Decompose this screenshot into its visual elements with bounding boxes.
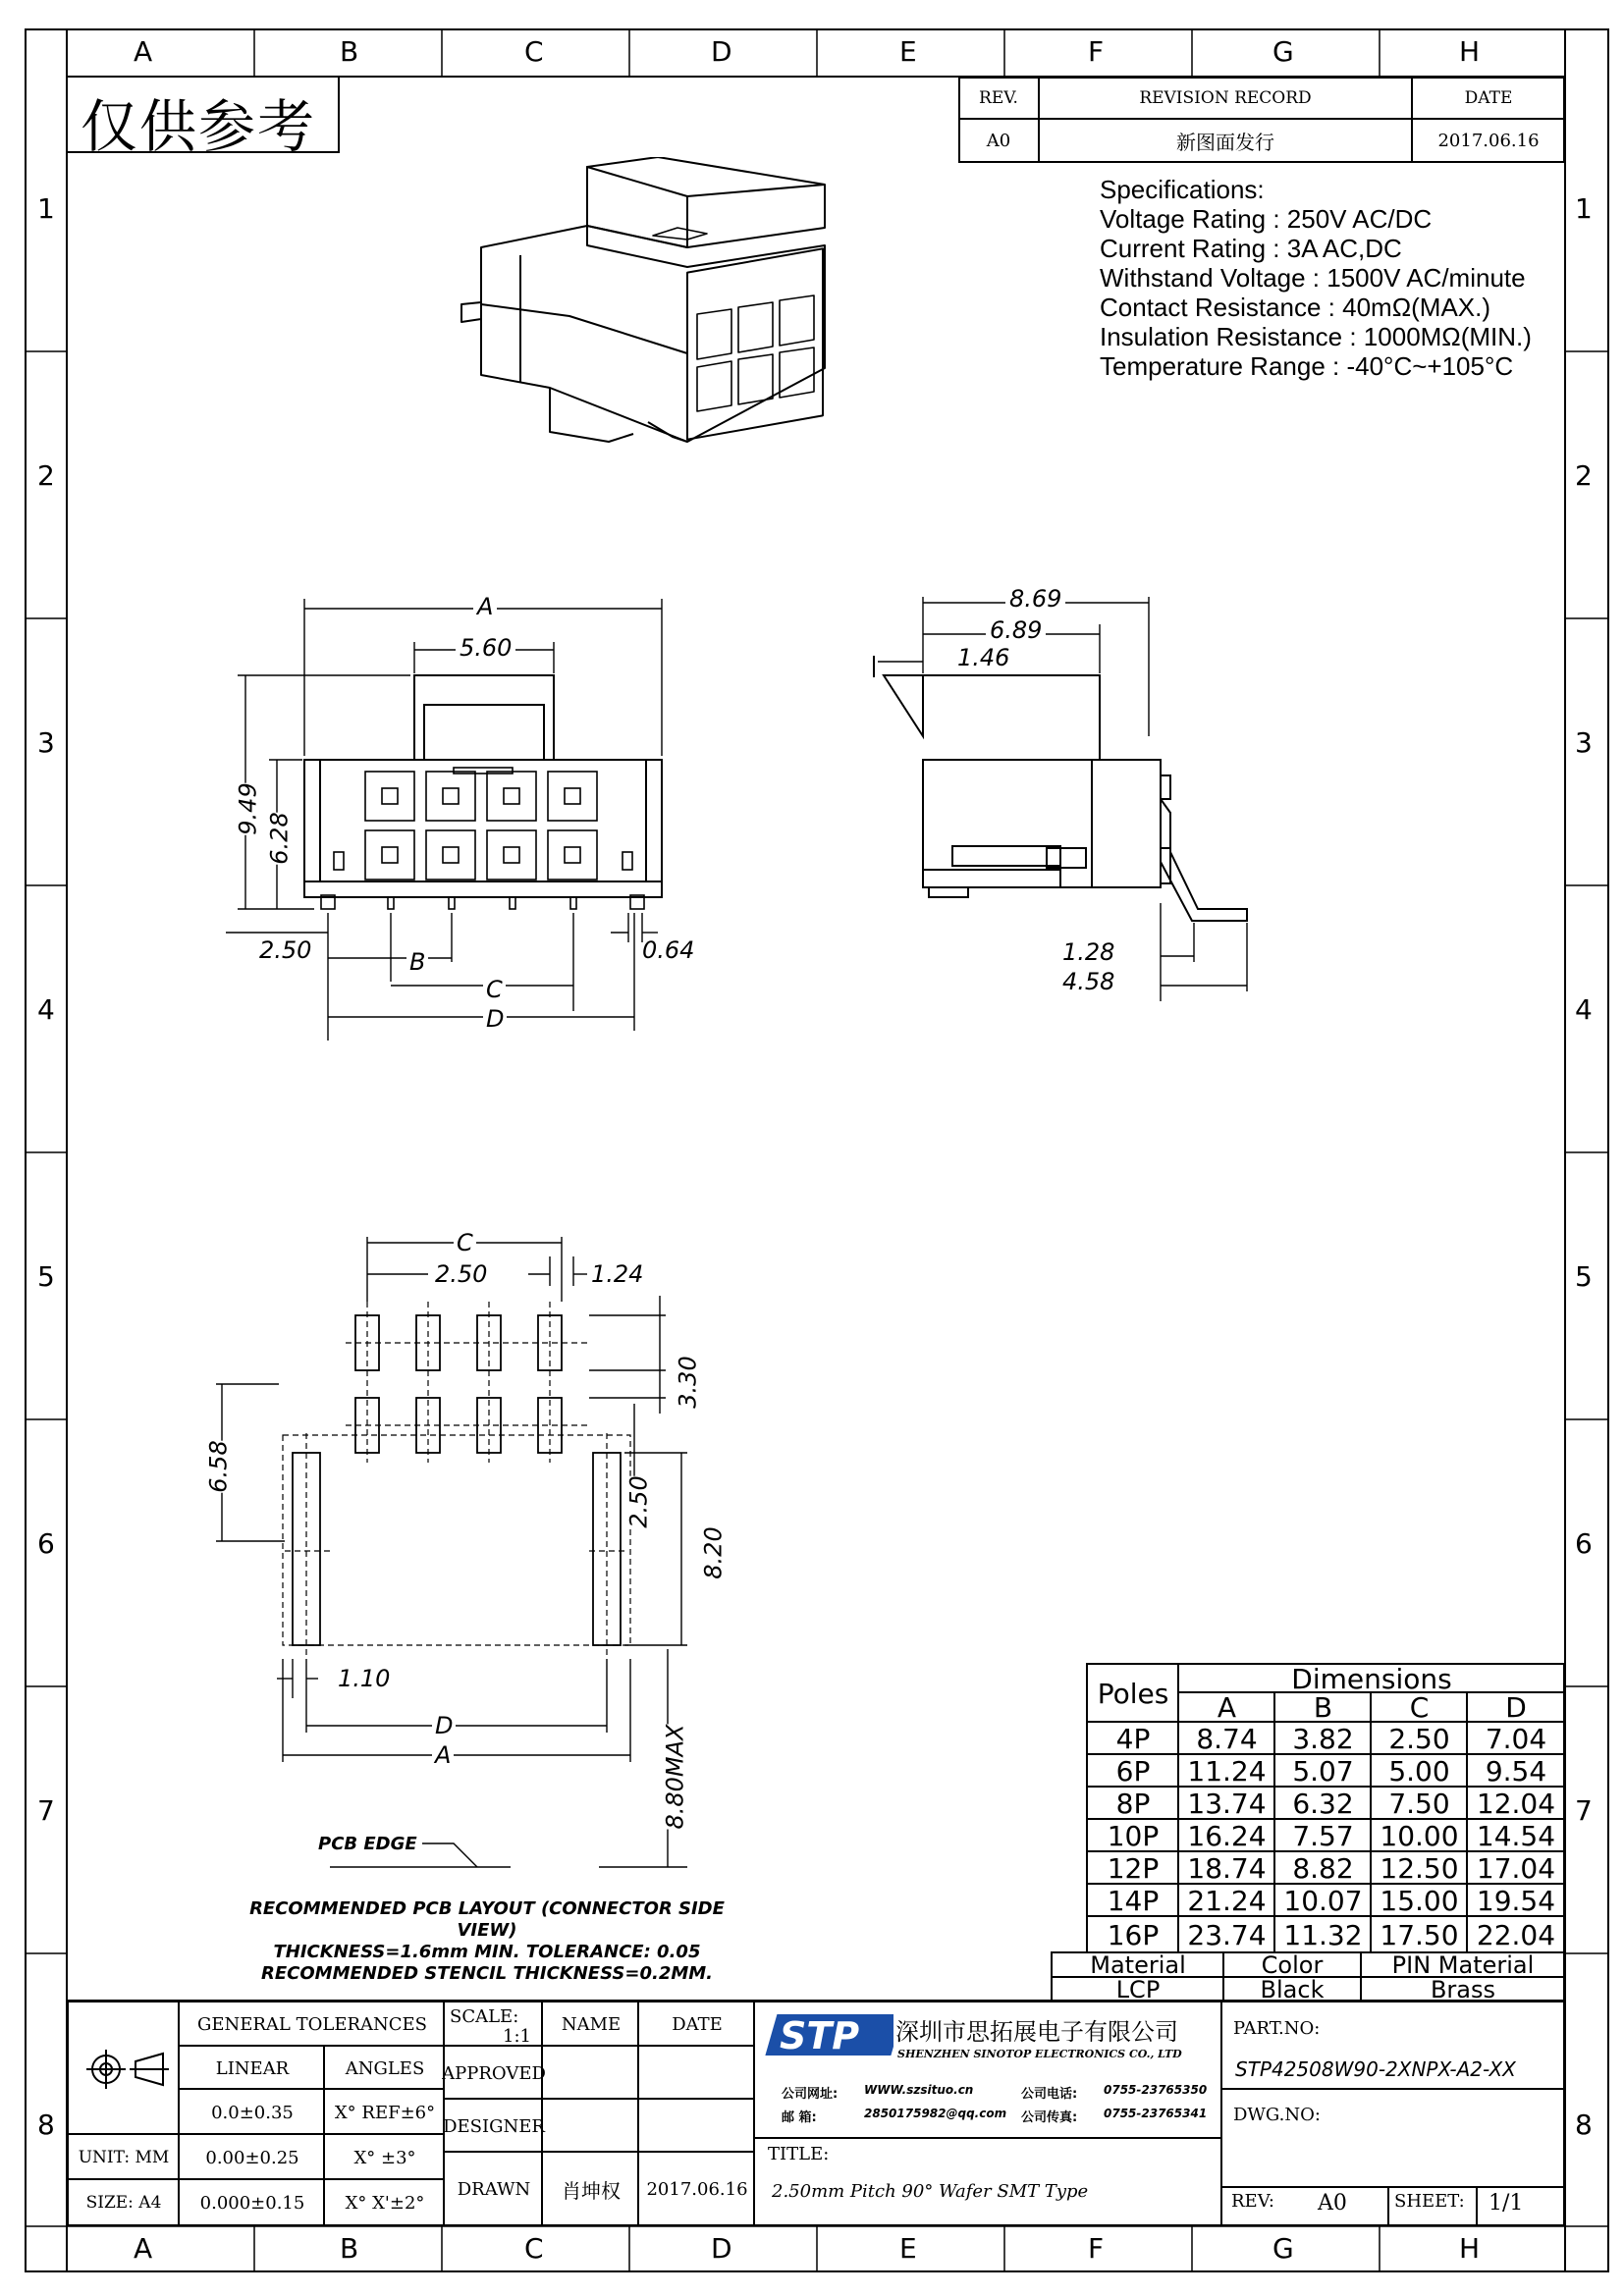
spec-voltage-rating: Voltage Rating : 250V AC/DC <box>1100 204 1433 234</box>
spec-withstand-voltage: Withstand Voltage : 1500V AC/minute <box>1100 263 1526 293</box>
rev-label: REV: <box>1231 2191 1274 2212</box>
company-tel: 0755-23765350 <box>1104 2083 1208 2097</box>
color-header: Color <box>1261 1951 1324 1979</box>
front-dim-c: C <box>483 976 506 1003</box>
pcb-dim-1-10: 1.10 <box>338 1665 391 1692</box>
front-dim-6-28: 6.28 <box>265 812 294 865</box>
table-cell-c: 5.00 <box>1388 1754 1450 1788</box>
angle-tolerance-1: X° REF±6° <box>334 2102 436 2123</box>
side-dim-6-89: 6.89 <box>986 616 1046 644</box>
table-cell-d: 9.54 <box>1485 1754 1547 1788</box>
table-row-poles: 14P <box>1107 1884 1160 1917</box>
table-cell-b: 11.32 <box>1283 1918 1363 1951</box>
date-header: DATE <box>1464 88 1513 108</box>
table-cell-b: 8.82 <box>1292 1851 1354 1885</box>
drawn-name: 肖坤权 <box>562 2178 621 2203</box>
table-row-poles: 10P <box>1107 1819 1160 1852</box>
table-cell-d: 19.54 <box>1476 1884 1556 1917</box>
company-mail-label: 邮 箱: <box>782 2110 817 2125</box>
dim-col-d-header: D <box>1505 1691 1527 1724</box>
col-label-g: G <box>1272 35 1294 68</box>
table-cell-a: 16.24 <box>1187 1819 1267 1852</box>
company-web-label: 公司网址: <box>782 2087 839 2102</box>
material-header: Material <box>1090 1951 1186 1979</box>
table-row-poles: 8P <box>1115 1787 1151 1820</box>
linear-label: LINEAR <box>215 2057 290 2079</box>
row-label-3: 3 <box>37 726 55 759</box>
linear-tolerance-2: 0.00±0.25 <box>205 2147 299 2168</box>
pcb-dim-8-80max: 8.80MAX <box>661 1724 689 1830</box>
pcb-note-1: RECOMMENDED PCB LAYOUT (CONNECTOR SIDE VIEW) <box>249 1898 725 1941</box>
sheet-label: SHEET: <box>1394 2191 1465 2212</box>
col-label-h-bottom: H <box>1459 2232 1481 2265</box>
row-label-1: 1 <box>37 192 55 225</box>
spec-contact-resistance: Contact Resistance : 40mΩ(MAX.) <box>1100 293 1491 322</box>
sheet-value: 1/1 <box>1489 2191 1524 2216</box>
reference-only-label: 仅供参考 <box>81 93 317 160</box>
pcb-dim-2-50-vertical: 2.50 <box>624 1475 653 1528</box>
table-cell-c: 7.50 <box>1388 1787 1450 1820</box>
side-dim-8-69: 8.69 <box>1005 585 1065 613</box>
company-fax-label: 公司传真: <box>1021 2110 1078 2125</box>
table-cell-b: 6.32 <box>1292 1787 1354 1820</box>
pcb-edge-label: PCB EDGE <box>318 1834 417 1854</box>
table-cell-c: 10.00 <box>1380 1819 1459 1852</box>
pcb-notes <box>222 1898 752 1985</box>
pcb-dim-1-24: 1.24 <box>591 1260 644 1288</box>
pcb-note-3: RECOMMENDED STENCIL THICKNESS=0.2MM. <box>260 1963 714 1984</box>
dim-col-a-header: A <box>1217 1691 1237 1724</box>
pcb-dim-2-50: 2.50 <box>432 1260 490 1288</box>
dimensions-header: Dimensions <box>1291 1662 1452 1695</box>
linear-tolerance-3: 0.000±0.15 <box>199 2192 305 2214</box>
table-cell-a: 18.74 <box>1187 1851 1267 1885</box>
approved-label: APPROVED <box>442 2062 546 2084</box>
dim-col-b-header: B <box>1313 1691 1333 1724</box>
angle-tolerance-2: X° ±3° <box>353 2147 416 2168</box>
table-cell-d: 17.04 <box>1476 1851 1556 1885</box>
side-dim-4-58: 4.58 <box>1062 968 1115 995</box>
col-label-a-bottom: A <box>134 2232 153 2265</box>
rev-value: A0 <box>986 130 1011 151</box>
table-cell-d: 22.04 <box>1476 1918 1556 1951</box>
general-tolerances-label: GENERAL TOLERANCES <box>196 2013 428 2035</box>
table-row-poles: 16P <box>1107 1918 1160 1951</box>
row-label-8-right: 8 <box>1575 2109 1593 2141</box>
col-label-b-bottom: B <box>340 2232 359 2265</box>
pcb-dim-c: C <box>454 1229 476 1256</box>
table-cell-d: 12.04 <box>1476 1787 1556 1820</box>
company-name-en: SHENZHEN SINOTOP ELECTRONICS CO., LTD <box>897 2048 1182 2060</box>
company-tel-label: 公司电话: <box>1021 2087 1078 2102</box>
title-label: TITLE: <box>768 2144 830 2164</box>
spec-temperature-range: Temperature Range : -40°C~+105°C <box>1100 351 1514 381</box>
rev-header: REV. <box>979 88 1018 108</box>
pin-material-value: Brass <box>1430 1976 1496 2003</box>
col-label-d: D <box>711 35 732 68</box>
row-label-4-right: 4 <box>1575 993 1593 1026</box>
dwg-no-label: DWG.NO: <box>1233 2105 1321 2125</box>
row-label-2: 2 <box>37 459 55 492</box>
table-row-poles: 6P <box>1115 1754 1151 1788</box>
angles-label: ANGLES <box>345 2057 425 2079</box>
angle-tolerance-3: X° X'±2° <box>345 2192 425 2214</box>
row-label-6-right: 6 <box>1575 1527 1593 1560</box>
color-value: Black <box>1260 1976 1325 2003</box>
linear-tolerance-1: 0.0±0.35 <box>211 2102 294 2123</box>
drawing-title: 2.50mm Pitch 90° Wafer SMT Type <box>772 2181 1089 2202</box>
revision-record-value: 新图面发行 <box>1176 130 1274 154</box>
poles-header: Poles <box>1097 1677 1169 1710</box>
date-column-header: DATE <box>672 2013 723 2035</box>
size-label: SIZE: A4 <box>85 2193 162 2213</box>
table-cell-d: 14.54 <box>1476 1819 1556 1852</box>
revision-date-value: 2017.06.16 <box>1437 130 1540 151</box>
scale-value: 1:1 <box>503 2026 531 2047</box>
isometric-connector-view <box>452 157 844 452</box>
scale-label: SCALE: <box>450 2006 519 2027</box>
spec-title: Specifications: <box>1100 175 1265 204</box>
table-cell-a: 13.74 <box>1187 1787 1267 1820</box>
col-label-d-bottom: D <box>711 2232 732 2265</box>
col-label-b: B <box>340 35 359 68</box>
drawn-label: DRAWN <box>457 2178 531 2200</box>
company-fax: 0755-23765341 <box>1104 2107 1208 2120</box>
pcb-note-2: THICKNESS=1.6mm MIN. TOLERANCE: 0.05 <box>273 1942 701 1962</box>
table-cell-c: 15.00 <box>1380 1884 1459 1917</box>
col-label-f: F <box>1088 35 1105 68</box>
spec-insulation-resistance: Insulation Resistance : 1000MΩ(MIN.) <box>1100 322 1532 351</box>
table-row-poles: 12P <box>1107 1851 1160 1885</box>
col-label-a: A <box>134 35 153 68</box>
table-cell-a: 8.74 <box>1196 1722 1258 1755</box>
pcb-dim-8-20: 8.20 <box>699 1526 728 1579</box>
front-dim-9-49: 9.49 <box>234 782 262 835</box>
table-cell-a: 21.24 <box>1187 1884 1267 1917</box>
row-label-5: 5 <box>37 1260 55 1293</box>
rev-value-title: A0 <box>1318 2191 1347 2216</box>
col-label-c-bottom: C <box>524 2232 544 2265</box>
row-label-7: 7 <box>37 1794 55 1827</box>
revision-record-header: REVISION RECORD <box>1139 88 1312 108</box>
row-label-1-right: 1 <box>1575 192 1593 225</box>
company-web: WWW.szsituo.cn <box>864 2083 974 2097</box>
table-cell-c: 2.50 <box>1388 1722 1450 1755</box>
row-label-3-right: 3 <box>1575 726 1593 759</box>
pin-material-header: PIN Material <box>1391 1951 1535 1979</box>
row-label-5-right: 5 <box>1575 1260 1593 1293</box>
company-logo-icon <box>764 2012 893 2057</box>
row-label-4: 4 <box>37 993 55 1026</box>
row-label-7-right: 7 <box>1575 1794 1593 1827</box>
table-cell-a: 11.24 <box>1187 1754 1267 1788</box>
dim-col-c-header: C <box>1409 1691 1430 1724</box>
row-label-8: 8 <box>37 2109 55 2141</box>
front-dim-a: A <box>473 593 497 620</box>
drawn-date: 2017.06.16 <box>646 2178 748 2200</box>
pcb-dim-a: A <box>432 1741 454 1769</box>
col-label-g-bottom: G <box>1272 2232 1294 2265</box>
side-dim-1-28: 1.28 <box>1062 938 1115 966</box>
table-row-poles: 4P <box>1115 1722 1151 1755</box>
front-dim-5-60: 5.60 <box>456 634 515 662</box>
projection-symbol-icon <box>84 2048 173 2091</box>
row-label-2-right: 2 <box>1575 459 1593 492</box>
company-mail: 2850175982@qq.com <box>864 2107 1007 2120</box>
company-name-cn: 深圳市思拓展电子有限公司 <box>895 2018 1178 2046</box>
specifications-block <box>1100 175 1532 381</box>
name-header: NAME <box>561 2013 622 2035</box>
col-label-h: H <box>1459 35 1481 68</box>
col-label-e-bottom: E <box>899 2232 917 2265</box>
row-label-6: 6 <box>37 1527 55 1560</box>
table-cell-a: 23.74 <box>1187 1918 1267 1951</box>
designer-label: DESIGNER <box>443 2115 545 2137</box>
part-no-label: PART.NO: <box>1233 2018 1321 2039</box>
pcb-dim-d: D <box>432 1712 456 1739</box>
unit-label: UNIT: MM <box>78 2148 170 2167</box>
part-no-value: STP42508W90-2XNPX-A2-XX <box>1235 2057 1516 2081</box>
front-dim-b: B <box>406 948 428 976</box>
table-cell-c: 12.50 <box>1380 1851 1459 1885</box>
col-label-f-bottom: F <box>1088 2232 1105 2265</box>
material-value: LCP <box>1115 1976 1161 2003</box>
company-logo-text: STP <box>780 2014 860 2057</box>
table-cell-c: 17.50 <box>1380 1918 1459 1951</box>
front-dim-0-64: 0.64 <box>642 936 695 964</box>
side-dim-1-46: 1.46 <box>954 644 1012 671</box>
front-dim-d: D <box>483 1005 507 1033</box>
front-dim-2-50: 2.50 <box>259 936 312 964</box>
spec-current-rating: Current Rating : 3A AC,DC <box>1100 234 1402 263</box>
table-cell-b: 7.57 <box>1292 1819 1354 1852</box>
col-label-e: E <box>899 35 917 68</box>
col-label-c: C <box>524 35 544 68</box>
table-cell-b: 3.82 <box>1292 1722 1354 1755</box>
pcb-dim-6-58: 6.58 <box>204 1440 233 1493</box>
pcb-dim-3-30: 3.30 <box>674 1356 702 1409</box>
table-cell-b: 5.07 <box>1292 1754 1354 1788</box>
table-cell-b: 10.07 <box>1283 1884 1363 1917</box>
table-cell-d: 7.04 <box>1485 1722 1547 1755</box>
